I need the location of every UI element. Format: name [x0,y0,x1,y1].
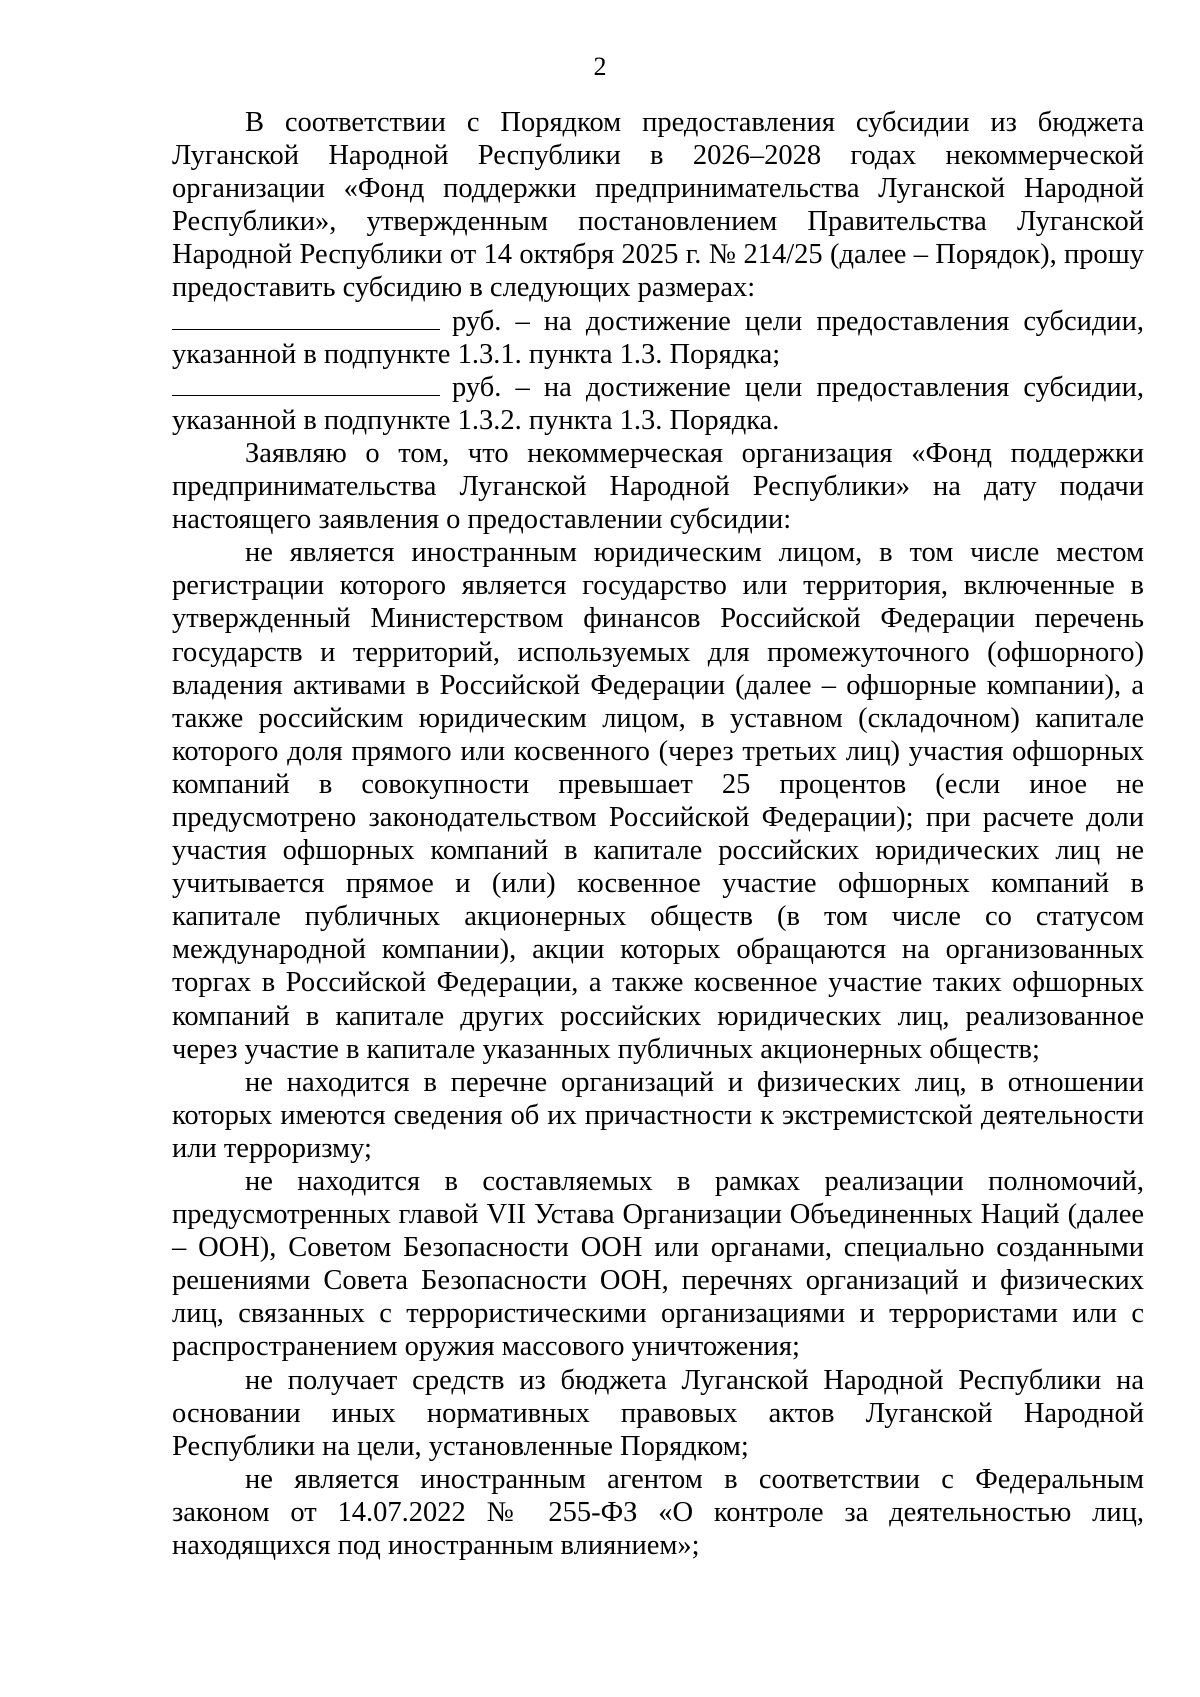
budget-funds-condition-paragraph: не получает средств из бюджета Луганской Народной Республики на основании иных нормативных правовых актов Луганской Народной Республики на цели, установленные Порядком; [172,1364,1144,1462]
amount-field-2[interactable] [172,371,440,396]
subsidy-amount-text-1: руб. – на достижение цели предоставления субсидии, указанной в подпункте 1.3.1. пункта 1.3. Порядка; [172,305,1144,370]
document-body [172,106,1144,1562]
amount-field-1[interactable] [172,305,440,330]
offshore-condition-paragraph: не является иностранным юридическим лицом, в том числе местом регистрации которого является государство или территория, включенные в утвержденный Министерством финансов Российской Федерации перечень государств и территорий, используемых для промежуточного (офшорного) владения активами в Российской Федерации (далее – офшорные компании), а также российским юридическим лицом, в уставном (складочном) капитале которого доля прямого или косвенного (через третьих лиц) участия офшорных компаний в совокупности превышает 25 процентов (если иное не предусмотрено законодательством Российской Федерации); при расчете доли участия офшорных компаний в капитале российских юридических лиц не учитывается прямое и (или) косвенное участие офшорных компаний в капитале публичных акционерных обществ (в том числе со статусом международной компании), акции которых обращаются на организованных торгах в Российской Федерации, а также косвенное участие таких офшорных компаний в капитале других российских юридических лиц, реализованное через участие в капитале указанных публичных акционерных обществ; [172,537,1144,1065]
intro-paragraph: В соответствии с Порядком предоставления субсидии из бюджета Луганской Народной Республики в 2026–2028 годах некоммерческой организации «Фонд поддержки предпринимательства Луганской Народной Республики», утвержденным постановлением Правительства Луганской Народной Республики от 14 октября 2025 г. № 214/25 (далее – Порядок), прошу предоставить субсидию в следующих размерах: [172,107,1144,304]
declaration-paragraph: Заявляю о том, что некоммерческая организация «Фонд поддержки предпринимательства Луганской Народной Республики» на дату подачи настоящего заявления о предоставлении субсидии: [172,437,1144,536]
extremism-condition-paragraph: не находится в перечне организаций и физических лиц, в отношении которых имеются сведения об их причастности к экстремистской деятельности или терроризму; [172,1066,1144,1164]
subsidy-amount-line-1 [172,305,1144,371]
un-sanctions-condition-paragraph: не находится в составляемых в рамках реализации полномочий, предусмотренных главой VII Устава Организации Объединенных Наций (далее – ООН), Советом Безопасности ООН или органами, специально созданными решениями Совета Безопасности ООН, перечнях организаций и физических лиц, связанных с террористическими организациями и террористами или с распространением оружия массового уничтожения; [172,1166,1144,1363]
subsidy-amount-line-2 [172,371,1144,437]
subsidy-amount-text-2: руб. – на достижение цели предоставления субсидии, указанной в подпункте 1.3.2. пункта 1.3. Порядка. [172,371,1144,436]
foreign-agent-condition-paragraph: не является иностранным агентом в соответствии с Федеральным законом от 14.07.2022 № 255-ФЗ «О контроле за деятельностью лиц, находящихся под иностранным влиянием»; [172,1463,1144,1562]
page-number: 2 [593,52,607,81]
